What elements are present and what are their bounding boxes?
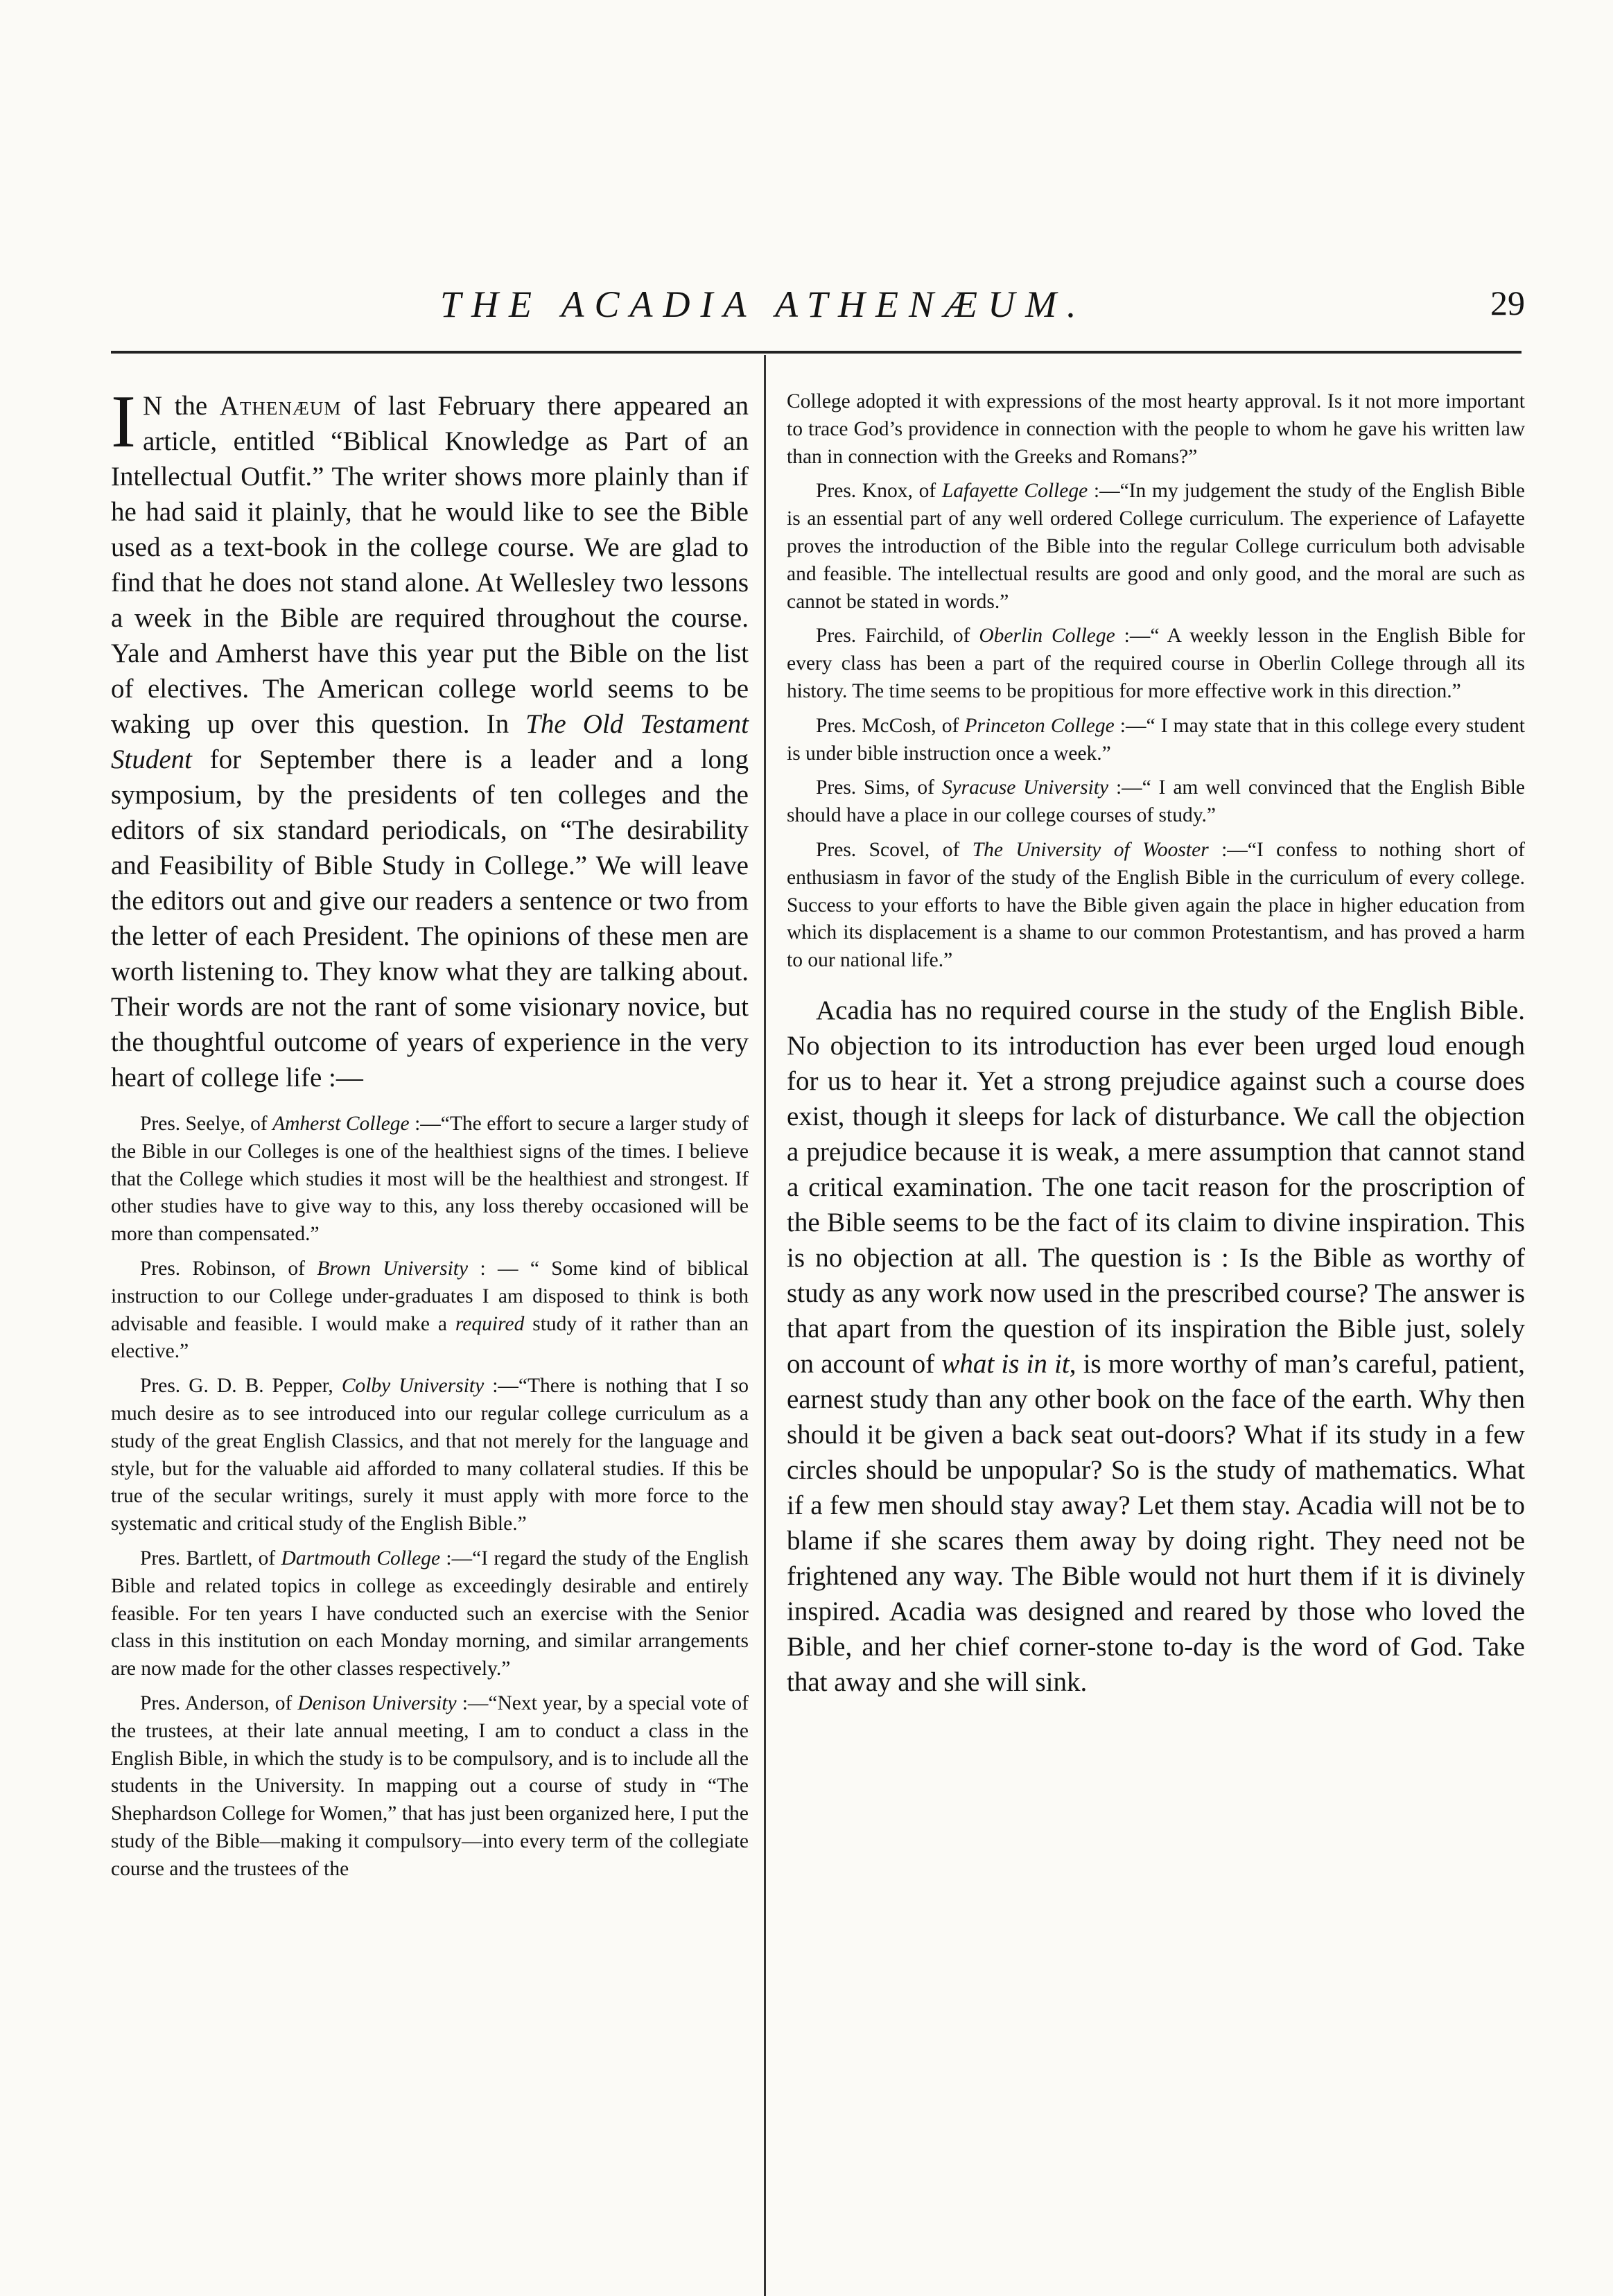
quote-knox: Pres. Knox, of Lafayette College :—“In my judgement the study of the English Bible is an essential part of any well ordered College curriculum. The experience of Lafayette proves the introduction of the Bible into the regular College curriculum both advisable and feasible. The intellectual results are good and only good, and the moral are such as cannot be stated in words.” bbox=[787, 480, 1526, 613]
header-rule bbox=[111, 351, 1522, 354]
closing-paragraph: Acadia has no required course in the study of the English Bible. No objection to its introduction has ever been urged loud enough for us to hear it. Yet a strong prejudice against such a course does exist, though it sleeps for lack of disturbance. We call the objection a prejudice because it is weak, a mere assumption that cannot stand a critical examination. The one tacit reason for the proscription of the Bible seems to be the fact of its claim to divine inspiration. This is no objection at all. The question is : Is the Bible as worthy of study as any work now used in the prescribed course? The answer is that apart from the question of its inspiration the Bible just, solely on account of what is in it, is more worthy of man’s careful, patient, earnest study than any other book on the face of the earth. Why then should it be given a back seat out-doors? What if its study in a few circles should be unpopular? So is the study of mathematics. What if a few men should stay away? Let them stay. Acadia will not be to blame if she scares them away by doing right. They need not be frightened any way. The Bible would not hurt them if it is divinely inspired. Acadia was designed and reared by those who loved the Bible, and her chief corner-stone to-day is the word of God. Take that away and she will sink. bbox=[787, 995, 1525, 1697]
quote-seelye: Pres. Seelye, of Amherst College :—“The effort to secure a larger study of the Bible in our Colleges is one of the healthiest signs of the times. I believe that the College which studies it most will be the healthiest and strongest. If other studies have to give way to this, any loss thereby occasioned will be more than compensated.” bbox=[111, 1113, 749, 1246]
emphasis-what-is-in-it: what is in it bbox=[941, 1348, 1070, 1379]
quote-bartlett: Pres. Bartlett, of Dartmouth College :—“I regard the study of the English Bible and related topics in college as exceedingly desirable and entirely feasible. For ten years I have conducted such an exercise with the Senior class in this institution on each Monday morning, and similar arrangements are now made for the other classes respectively.” bbox=[111, 1547, 749, 1680]
page-number: 29 bbox=[1490, 284, 1525, 322]
right-column bbox=[787, 388, 1525, 1700]
page-header bbox=[111, 283, 1525, 345]
quote-mccosh: Pres. McCosh, of Princeton College :—“ I may state that in this college every student is under bible instruction once a week.” bbox=[787, 714, 1525, 765]
quote-sims: Pres. Sims, of Syracuse University :—“ I am well convinced that the English Bible should have a place in our college courses of study.” bbox=[787, 776, 1526, 827]
athenaeum-mention: Athenæum bbox=[219, 391, 342, 421]
quote-pepper: Pres. G. D. B. Pepper, Colby University :—“There is nothing that I so much desire as to see introduced into our regular college curriculum as a study of the great English Classics, and that not merely for the language and style, but for the valuable aid afforded to many collateral studies. If this be true of the secular writings, surely it must apply with more force to the systematic and critical study of the English Bible.” bbox=[111, 1375, 749, 1536]
quote-robinson: Pres. Robinson, of Brown University : — “ Some kind of biblical instruction to our College under-graduates I am disposed to think is both advisable and feasible. I would make a required study of it rather than an elective.” bbox=[111, 1257, 749, 1363]
column-divider bbox=[764, 355, 773, 2296]
quote-fairchild: Pres. Fairchild, of Oberlin College :—“ A weekly lesson in the English Bible for every class has been a part of the required course in Oberlin College through all its history. The time seems to be propitious for more effective work in this direction.” bbox=[787, 625, 1525, 702]
quote-scovel: Pres. Scovel, of The University of Wooster :—“I confess to nothing short of enthusiasm in favor of the study of the English Bible in the curriculum of every college. Success to your efforts to have the Bible given again the place in higher education from which its displacement is a shame to our common Protestantism, and has proved a harm to our national life.” bbox=[787, 838, 1525, 972]
quote-anderson: Pres. Anderson, of Denison University :—“Next year, by a special vote of the trustees, at their late annual meeting, I am to conduct a class in the English Bible, in which the study is to be compulsory, and is to include all the students in the University. In mapping out a course of study in “The Shephardson College for Women,” that has just been organized here, I put the study of the Bible—making it compulsory—into every term of the collegiate course and the trustees of the bbox=[111, 1691, 749, 1880]
drop-cap: I bbox=[111, 381, 136, 463]
publication-title: The Old Testament Student bbox=[111, 709, 749, 774]
left-column bbox=[111, 381, 749, 1884]
quote-anderson-continued: College adopted it with expressions of the most hearty approval. Is it not more important to trace God’s providence in connection with the people to whom he gave his written law than in connection with the Greeks and Romans?” bbox=[787, 390, 1525, 468]
intro-paragraph: I N the Athenæum of last February there appeared an article, entitled “Biblical Knowledge as Part of an Intellectual Outfit.” The writer shows more plainly than if he had said it plainly, that he would like to see the Bible used as a text-book in the college course. We are glad to find that he does not stand alone. At Wellesley two lessons a week in the Bible are required throughout the course. Yale and Amherst have this year put the Bible on the list of electives. The American college world seems to be waking up over this question. In The Old Testament Student for September there is a leader and a long symposium, by the presidents of ten colleges and the editors of six standard periodicals, on “The desirability and Feasibility of Bible Study in College.” We will leave the editors out and give our readers a sentence or two from the letter of each President. The opinions of these men are worth listening to. They know what they are talking about. Their words are not the rant of some visionary novice, but the thoughtful outcome of years of experience in the very heart of college life :— bbox=[111, 381, 749, 1093]
journal-title: THE ACADIA ATHENÆUM. bbox=[440, 284, 1087, 325]
